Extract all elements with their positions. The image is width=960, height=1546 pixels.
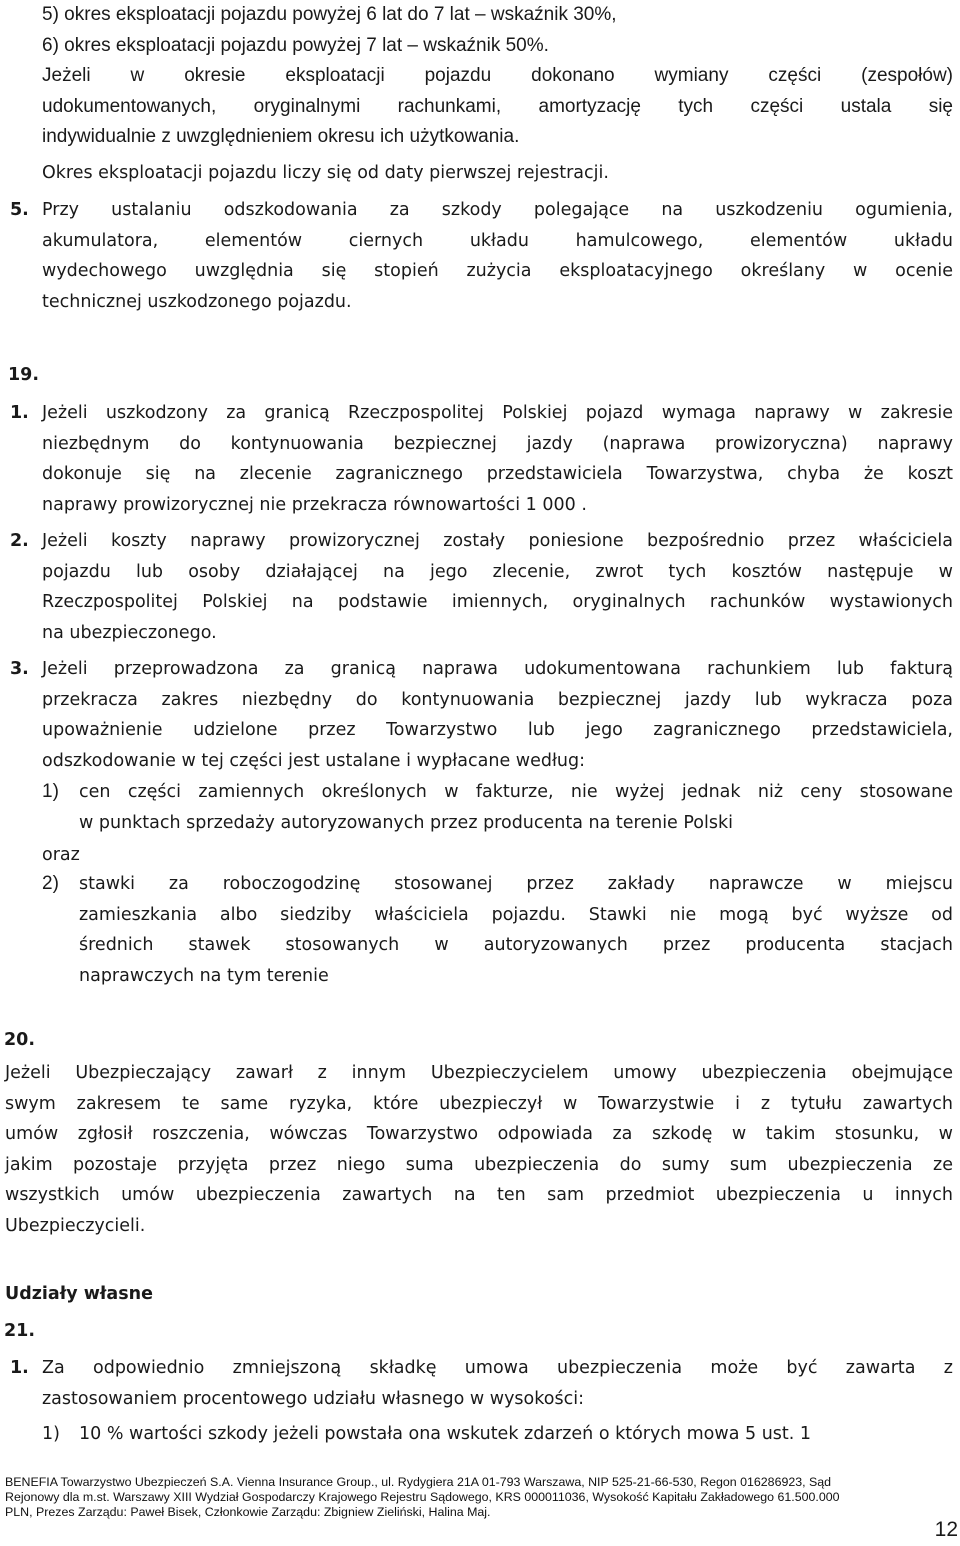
text-line: wszystkich umów ubezpieczenia zawartych na ten sam przedmiot ubezpieczenia u innych — [5, 1185, 953, 1205]
section-21-point-1 — [5, 1353, 953, 1414]
section-19-heading: 19. — [8, 365, 40, 385]
text-line: cen części zamiennych określonych w fakturze, nie wyżej jednak niż ceny stosowane — [79, 782, 953, 802]
text-line: zastosowaniem procentowego udziału własnego w wysokości: — [42, 1388, 584, 1409]
list-item: 5) okres eksploatacji pojazdu powyżej 6 lat do 7 lat – wskaźnik 30%, — [42, 4, 617, 25]
point-number: 2. — [10, 531, 29, 551]
section-19-point-3 — [5, 654, 953, 776]
text-line: Za odpowiednio zmniejszoną składkę umowa ubezpieczenia może być zawarta z — [42, 1358, 953, 1378]
section-title: Udziały własne — [5, 1284, 153, 1304]
text-line: niezbędnym do kontynuowania bezpiecznej jazdy (naprawa prowizoryczna) naprawy — [42, 433, 953, 454]
parts-replacement-paragraph — [42, 61, 953, 153]
registration-note — [42, 158, 942, 189]
subitem-1 — [42, 777, 953, 838]
text-line: Rzeczpospolitej Polskiej na podstawie imiennych, oryginalnych rachunków wystawionych — [42, 592, 953, 612]
text-line: Przy ustalaniu odszkodowania za szkody polegające na uszkodzeniu ogumienia, — [42, 200, 953, 220]
subitem-2 — [42, 869, 953, 991]
footer-line: BENEFIA Towarzystwo Ubezpieczeń S.A. Vienna Insurance Group., ul. Rydygiera 21A 01-793 Warszawa, NIP 525-21-66-530, Regon 016286923, Sąd — [5, 1475, 832, 1489]
subitem-number: 1) — [42, 1424, 60, 1444]
text-line: naprawczych na tym terenie — [79, 965, 329, 986]
point-5 — [5, 195, 953, 317]
subitem-number: 2) — [42, 873, 59, 894]
page-number: 12 — [934, 1518, 958, 1541]
text-line: swym zakresem te same ryzyka, które ubezpieczył w Towarzystwie i z tytułu zawartych — [5, 1093, 953, 1114]
section-20-paragraph — [5, 1058, 953, 1241]
text-line: zamieszkania albo siedziby właściciela pojazdu. Stawki nie mogą być wyższe od — [79, 904, 953, 925]
text-line: średnich stawek stosowanych w autoryzowanych przez producenta stacjach — [79, 935, 953, 955]
section-20-heading: 20. — [4, 1030, 36, 1050]
section-19-point-2 — [5, 526, 953, 648]
section-21-heading: 21. — [4, 1321, 36, 1341]
text-line: udokumentowanych, oryginalnymi rachunkami, amortyzację tych części ustala się — [42, 95, 953, 117]
point-number: 1. — [10, 1358, 29, 1378]
point-number: 5. — [10, 200, 29, 220]
text-line: przekracza zakres niezbędny do kontynuowania bezpiecznej jazdy lub wykracza poza — [42, 689, 953, 710]
text-line: wydechowego uwzględnia się stopień zużycia eksploatacyjnego określany w ocenie — [42, 261, 953, 281]
text-line: odszkodowanie w tej części jest ustalane i wypłacane według: — [42, 750, 586, 771]
footer-line: PLN, Prezes Zarządu: Paweł Bisek, Członkowie Zarządu: Zbigniew Zieliński, Halina Maj. — [5, 1505, 491, 1520]
page-footer — [5, 1475, 910, 1521]
text-line: pojazdu lub osoby działającej na jego zlecenie, zwrot tych kosztów następuje w — [42, 561, 953, 582]
text-line: Jeżeli w okresie eksploatacji pojazdu dokonano wymiany części (zespołów) — [42, 65, 953, 86]
text-line: akumulatora, elementów ciernych układu hamulcowego, elementów układu — [42, 230, 953, 251]
text-line: Jeżeli koszty naprawy prowizorycznej zostały poniesione bezpośrednio przez właściciela — [42, 531, 953, 551]
text-line: jakim pozostaje przyjęta przez niego suma ubezpieczenia do sumy sum ubezpieczenia ze — [5, 1154, 953, 1175]
text-line: umów zgłosił roszczenia, wówczas Towarzystwo odpowiada za szkodę w takim stosunku, w — [5, 1124, 953, 1144]
text-line: 10 % wartości szkody jeżeli powstała ona wskutek zdarzeń o których mowa 5 ust. 1 — [79, 1424, 812, 1444]
amortization-list — [42, 0, 922, 61]
text-line: Ubezpieczycieli. — [5, 1215, 146, 1236]
text-line: Jeżeli przeprowadzona za granicą naprawa udokumentowana rachunkiem lub fakturą — [42, 659, 953, 679]
text-line: Okres eksploatacji pojazdu liczy się od daty pierwszej rejestracji. — [42, 163, 609, 183]
oraz-connector: oraz — [42, 845, 80, 865]
text-line: Jeżeli uszkodzony za granicą Rzeczpospolitej Polskiej pojazd wymaga naprawy w zakresie — [42, 403, 953, 423]
text-line: upoważnienie udzielone przez Towarzystwo lub jego zagranicznego przedstawiciela, — [42, 720, 953, 740]
section-21-subitem-1 — [42, 1419, 953, 1450]
text-line: technicznej uszkodzonego pojazdu. — [42, 291, 352, 312]
subitem-number: 1) — [42, 781, 59, 802]
text-line: indywidualnie z uwzględnieniem okresu ich użytkowania. — [42, 126, 520, 147]
text-line: w punktach sprzedaży autoryzowanych przez producenta na terenie Polski — [79, 812, 733, 833]
text-line: dokonuje się na zlecenie zagranicznego przedstawiciela Towarzystwa, chyba że koszt — [42, 464, 953, 484]
text-line: naprawy prowizorycznej nie przekracza równowartości 1 000 . — [42, 494, 587, 515]
footer-line: Rejonowy dla m.st. Warszawy XIII Wydział Gospodarczy Krajowego Rejestru Sądowego, KRS 000011036, Wysokość Kapitału Zakładowego 61.500.000 — [5, 1490, 840, 1505]
section-19-point-1 — [5, 398, 953, 520]
text-line: na ubezpieczonego. — [42, 622, 217, 643]
text-line: stawki za roboczogodzinę stosowanej przez zakłady naprawcze w miejscu — [79, 874, 953, 894]
list-item: 6) okres eksploatacji pojazdu powyżej 7 lat – wskaźnik 50%. — [42, 34, 549, 56]
point-number: 1. — [10, 403, 29, 423]
point-number: 3. — [10, 659, 29, 679]
text-line: Jeżeli Ubezpieczający zawarł z innym Ubezpieczycielem umowy ubezpieczenia obejmujące — [5, 1063, 953, 1083]
